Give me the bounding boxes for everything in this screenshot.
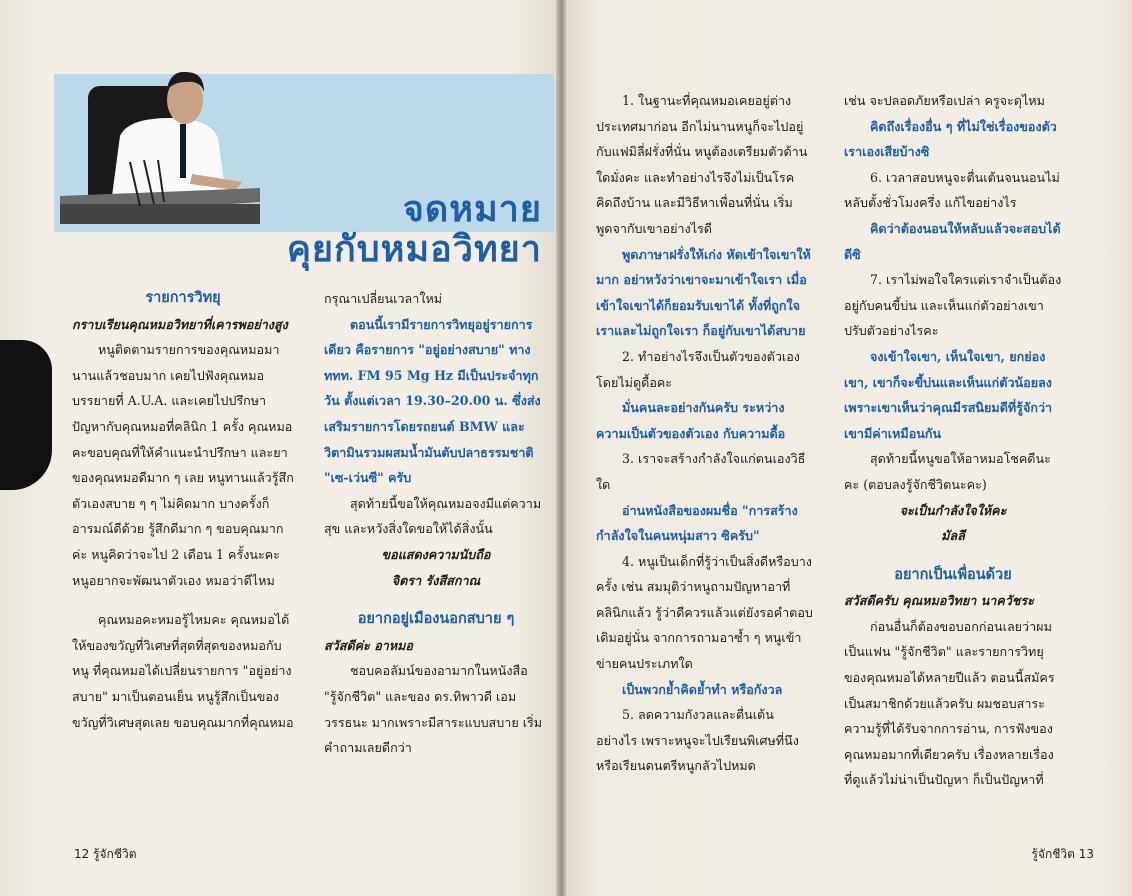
paragraph: สุดท้ายนี้หนูขอให้อาหมอโชคดีนะคะ (ตอบลงรู้จักชีวิตนะคะ) <box>844 451 1051 492</box>
doctor-photo <box>60 56 260 224</box>
left-column-2 <box>324 286 548 761</box>
question: 3. เราจะสร้างกำลังใจแก่ตนเองวิธีใด <box>596 451 806 492</box>
paragraph: หนูติดตามรายการของคุณหมอมานานแล้วชอบมาก เคยไปฟังคุณหมอบรรยายที่ A.U.A. และเคยไปปรึกษาปัญหากับคุณหมอที่คลินิก 1 ครั้ง คุณหมอคะขอบคุณที่ให้คำแนะนำปรึกษา และยาของคุณหมอดีมาก ๆ เลย หนูทานแล้วรู้สึกตัวเองสบาย ๆ ๆ ไม่คิดมาก บางครั้งก็อารมณ์ดีด้วย รู้สึกดีมาก ๆ ขอบคุณมากค่ะ หนูคิดว่าจะไป 2 เดือน 1 ครั้งนะคะ หนูอยากจะพัฒนาตัวเอง หมอว่าดีไหม <box>72 342 294 588</box>
question: 4. หนูเป็นเด็กที่รู้ว่าเป็นสิ่งดีหรือบางครั้ง เช่น สมมุติว่าหนูถามปัญหาอาที่คลินิกแล้ว รู้ว่าดีควรแล้วแต่ยังรอคำตอบเดิมอยู่นั่น จากการถามอาซ้ำ ๆ หนูเข้าข่ายคนประเภทใด <box>596 553 813 672</box>
right-column-2 <box>844 88 1062 793</box>
question: 7. เราไม่พอใจใครแต่เราจำเป็นต้องอยู่กับคนขี้บ่น และเห็นแก่ตัวอย่างเขาปรับตัวอย่างไรคะ <box>844 272 1062 339</box>
salutation: สวัสดีครับ คุณหมอวิทยา นาควัชระ <box>844 593 1034 609</box>
question-continued: เช่น จะปลอดภัยหรือเปล่า ครูจะดุไหม <box>844 93 1045 108</box>
answer: คิดว่าต้องนอนให้หลับแล้วจะสอบได้ดีซิ <box>844 220 1061 262</box>
section-heading: อยากอยู่เมืองนอกสบาย ๆ <box>357 611 515 628</box>
page-number-right: รู้จักชีวิต 13 <box>1031 847 1094 861</box>
section-heading: อยากเป็นเพื่อนด้วย <box>894 566 1012 583</box>
paragraph: ชอบคอลัมน์ของอามากในหนังสือ "รู้จักชีวิต" และของ ดร.ทิพาวดี เอมวรรธนะ มากเพราะมีสาระแบบสบาย เริ่มคำถามเลยดีกว่า <box>324 663 543 756</box>
left-page <box>0 0 562 896</box>
answer: จงเข้าใจเขา, เห็นใจเขา, ยกย่องเขา, เขาก็จะขี้บ่นและเห็นแก่ตัวน้อยลง เพราะเขาเห็นว่าคุณมีรสนิยมดีที่รู้จักว่าเขามีค่าเหมือนกัน <box>844 348 1053 441</box>
signoff: จะเป็นกำลังใจให้คะ <box>899 502 1007 518</box>
section-heading: รายการวิทยุ <box>145 290 221 306</box>
answer: พูดภาษาฝรั่งให้เก่ง หัดเข้าใจเขาให้มาก อย่าหวังว่าเขาจะมาเข้าใจเรา เมื่อเข้าใจเขาได้ก็ยอมรับเขาได้ ทั้งที่ถูกใจเราและไม่ถูกใจเรา ก็อยู่กับเขาได้สบาย <box>596 246 811 339</box>
signature: จิตรา รังสีสกาณ <box>391 572 481 588</box>
answer: คิดถึงเรื่องอื่น ๆ ที่ไม่ใช่เรื่องของตัวเราเองเสียบ้างซิ <box>844 118 1057 160</box>
question: 2. ทำอย่างไรจึงเป็นตัวของตัวเอง โดยไม่ดูดื้อคะ <box>596 348 800 390</box>
left-column-1 <box>72 286 294 735</box>
page-title-line2: คุยกับหมอวิทยา <box>286 229 542 270</box>
answer: มั่นคนละอย่างกันครับ ระหว่างความเป็นตัวของตัวเอง กับความดื้อ <box>596 400 786 441</box>
paragraph: สุดท้ายนี้ขอให้คุณหมอจงมีแต่ความสุข และหวังสิ่งใดขอให้ได้สิ่งนั้น <box>324 495 542 537</box>
paragraph: ก่อนอื่นก็ต้องขอบอกก่อนเลยว่าผมเป็นแฟน "รู้จักชีวิต" และรายการวิทยุของคุณหมอได้หลายปีแล้ว ตอนนี้สมัครเป็นสมาชิกด้วยแล้วครับ ผมชอบสาระความรู้ที่ได้รับจากการอ่าน, การฟังของคุณหมอมากที่เดียวครับ เรื่องหลายเรื่องที่ดูแล้วไม่น่าเป็นปัญหา ก็เป็นปัญหาที่ <box>844 618 1055 788</box>
signature: มัลลี <box>941 528 965 544</box>
page-title-line1: จดหมาย <box>402 189 542 230</box>
question: 1. ในฐานะที่คุณหมอเคยอยู่ต่างประเทศมาก่อน อีกไม่นานหนูก็จะไปอยู่กับแฟมิลี่ฝรั่งที่นั่น หนูต้องเตรียมตัวด้านใดมั่งคะ และทำอย่างไรจึงไม่เป็นโรคคิดถึงบ้าน และมีวิธีหาเพื่อนที่นั่น เริ่มพูดจากับเขาอย่างไรดี <box>596 93 808 236</box>
right-page <box>566 0 1132 896</box>
salutation: กราบเรียนคุณหมอวิทยาที่เคารพอย่างสูง <box>72 316 288 332</box>
right-column-1 <box>596 88 814 779</box>
black-bookmark-shape <box>0 340 52 490</box>
answer: เป็นพวกย้ำคิดย้ำทำ หรือกังวล <box>622 681 783 697</box>
answer: อ่านหนังสือของผมชื่อ "การสร้างกำลังใจในคนหนุ่มสาว ซิครับ" <box>596 502 798 544</box>
salutation: สวัสดีค่ะ อาหมอ <box>324 637 413 653</box>
signoff: ขอแสดงความนับถือ <box>381 546 491 562</box>
paragraph: คุณหมอคะหมอรู้ไหมคะ คุณหมอได้ให้ของขวัญที่วิเศษที่สุดที่สุดของหมอกับหนู ที่คุณหมอได้เปลี่ยนรายการ "อยู่อย่างสบาย" มาเป็นตอนเย็น หนูรู้สึกเป็นของขวัญที่วิเศษสุดเลย ขอบคุณมากที่คุณหมอ <box>72 612 294 730</box>
page-number-left: 12 รู้จักชีวิต <box>74 847 137 861</box>
question: 5. ลดความกังวลและตื่นเต้นอย่างไร เพราะหนูจะไปเรียนพิเศษที่นึง หรือเรียนดนตรีหนูกลัวไปหมด <box>596 707 799 774</box>
doctor-reply: ตอนนี้เรามีรายการวิทยุอยู่รายการเดียว คือรายการ "อยู่อย่างสบาย" ทาง ททท. FM 95 Mg Hz มีเป็นประจำทุกวัน ตั้งแต่เวลา 19.30–20.00 น. ซึ่งส่งเสริมรายการโดยรถยนต์ BMW และวิตามินรวมผสมน้ำมันตับปลาธรรมชาติ "เซ-เว่นซี" ครับ <box>324 316 541 486</box>
paragraph: กรุณาเปลี่ยนเวลาใหม่ <box>324 291 443 306</box>
question: 6. เวลาสอบหนูจะตื่นเต้นจนนอนไม่หลับตั้งชั่วโมงครึ่ง แก้ไขอย่างไร <box>844 169 1060 211</box>
